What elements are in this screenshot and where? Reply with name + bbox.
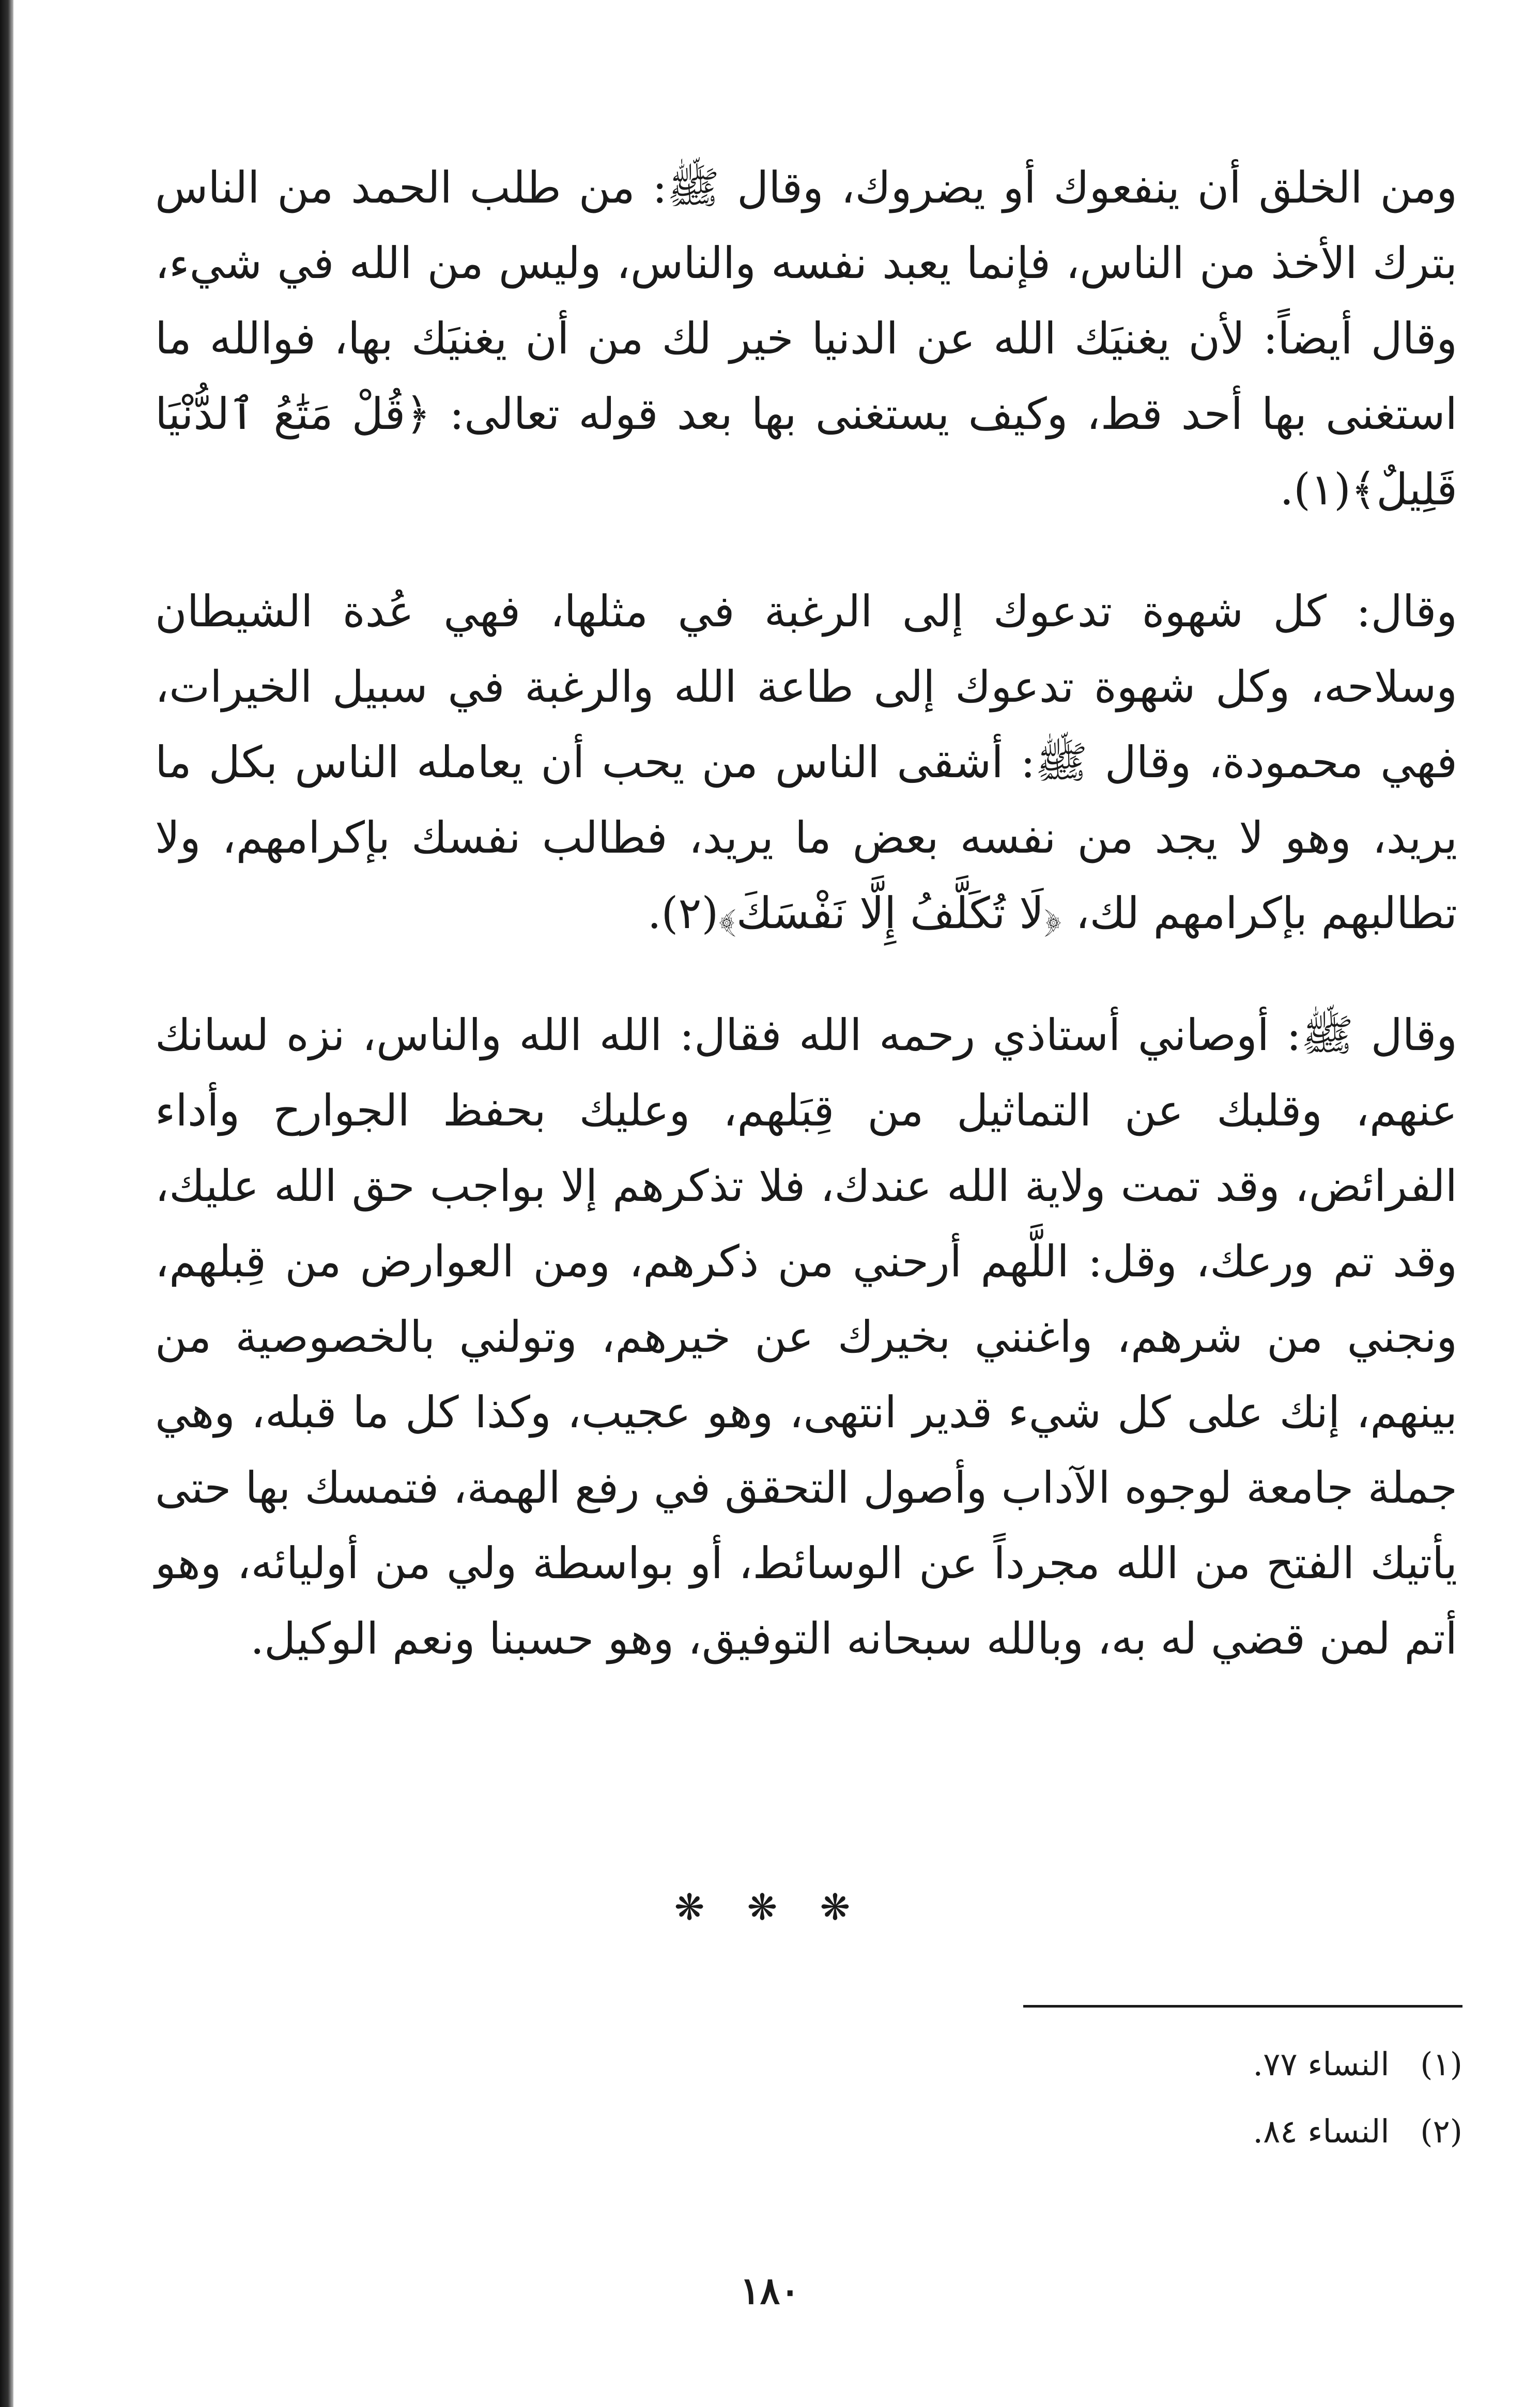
page-number: ١٨٠ [740,2269,800,2312]
section-separator-ornament: ❋ ❋ ❋ [674,1886,866,1928]
footnote-2-number: (٢) [1420,2112,1462,2150]
footnote-1-number: (١) [1420,2045,1462,2083]
footnote-2-text: النساء ٨٤. [1253,2112,1390,2150]
footnote-rule [1023,2005,1462,2008]
footnote-1-text: النساء ٧٧. [1253,2045,1390,2083]
footnote-2 [1023,2098,1462,2165]
paragraph-1: ومن الخلق أن ينفعوك أو يضروك، وقال ﷺ: من طلب الحمد من الناس بترك الأخذ من الناس، فإنما يعبد نفسه والناس، وليس من الله في شيء، وقال أيضاً: لأن يغنيَك الله عن الدنيا خير لك من أن يغنيَك بها، فوالله ما استغنى بها أحد قط، وكيف يستغنى بها بعد قوله تعالى: ﴿قُلْ مَتَٰعُ ٱلدُّنْيَا قَلِيلٌ﴾(١). [155,162,1457,515]
footnote-1 [1023,2031,1462,2098]
paragraph-3: وقال ﷺ: أوصاني أستاذي رحمه الله فقال: الله الله والناس، نزه لسانك عنهم، وقلبك عن التماثيل من قِبَلهم، وعليك بحفظ الجوارح وأداء الفرائض، وقد تمت ولاية الله عندك، فلا تذكرهم إلا بواجب حق الله عليك، وقد تم ورعك، وقل: اللَّهم أرحني من ذكرهم، ومن العوارض من قِبلهم، ونجني من شرهم، واغنني بخيرك عن خيرهم، وتولني بالخصوصية من بينهم، إنك على كل شيء قدير انتهى، وهو عجيب، وكذا كل ما قبله، وهي جملة جامعة لوجوه الآداب وأصول التحقق في رفع الهمة، فتمسك بها حتى يأتيك الفتح من الله مجرداً عن الوسائط، أو بواسطة ولي من أوليائه، وهو أتم لمن قضي له به، وبالله سبحانه التوفيق، وهو حسبنا ونعم الوكيل. [155,1010,1457,1664]
paragraph-2: وقال: كل شهوة تدعوك إلى الرغبة في مثلها، فهي عُدة الشيطان وسلاحه، وكل شهوة تدعوك إلى طاعة الله والرغبة في سبيل الخيرات، فهي محمودة، وقال ﷺ: أشقى الناس من يحب أن يعامله الناس بكل ما يريد، وهو لا يجد من نفسه بعض ما يريد، فطالب نفسك بإكرامهم، ولا تطالبهم بإكرامهم لك، ﴿لَا تُكَلَّفُ إِلَّا نَفْسَكَ﴾(٢). [155,586,1457,938]
footnotes [1023,2031,1462,2165]
